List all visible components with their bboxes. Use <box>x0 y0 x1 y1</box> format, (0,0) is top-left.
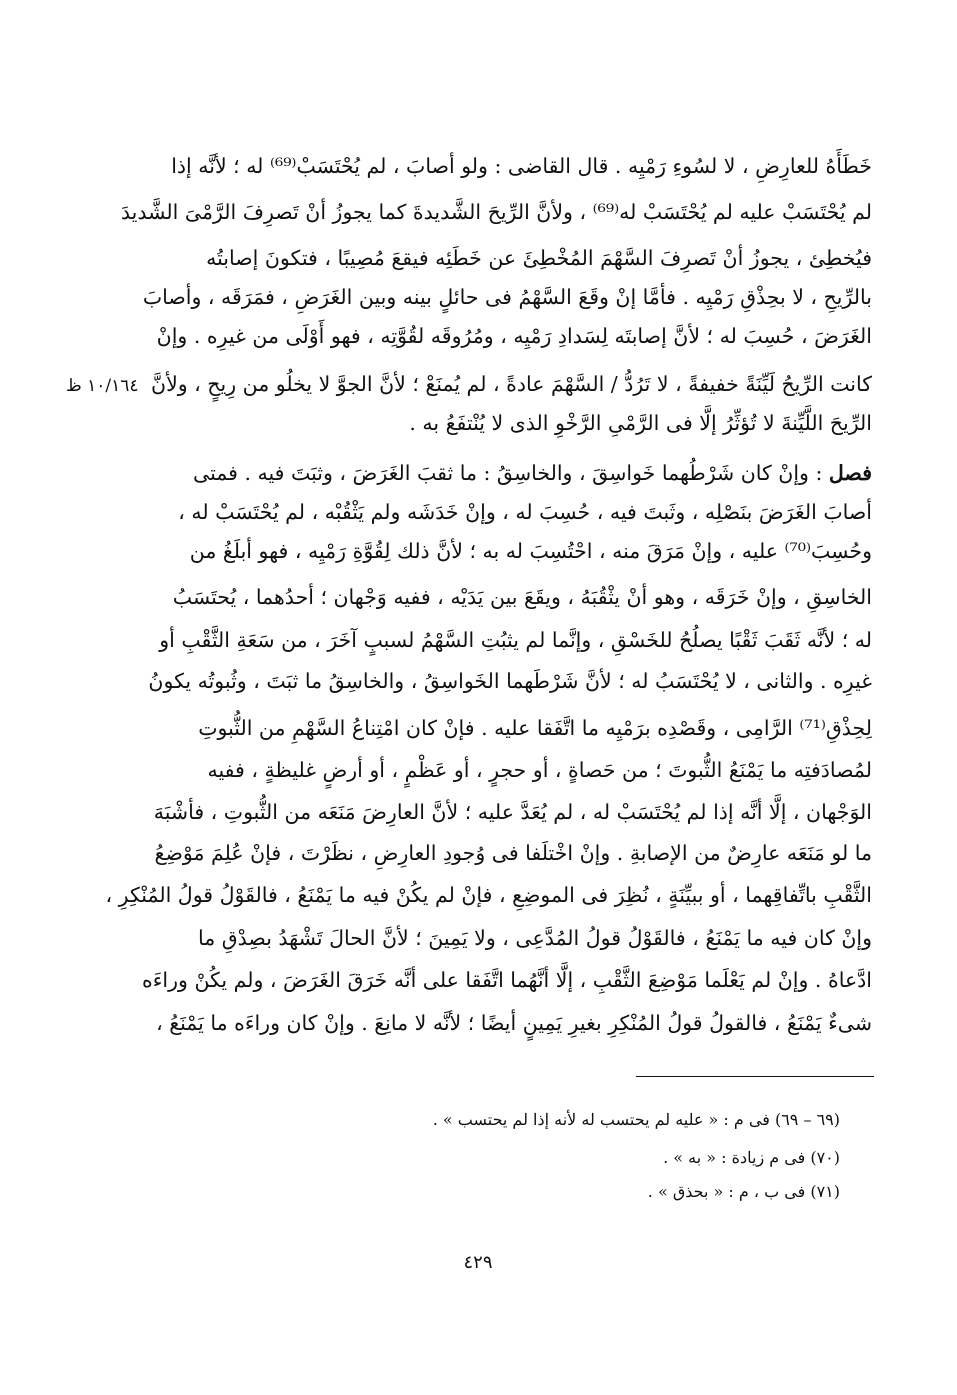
text-line: كانت الرِّيحُ لَيِّنَةً خفيفةً ، لا تَرُدُّ / السَّهْمَ عادةً ، لم يُمنَعْ ؛ لأنَّ الجوَّ لا يخلُو من رِيحٍ ، ولأنَّ <box>151 372 872 396</box>
text-line: لم يُحْتَسَبْ عليه لم يُحْتَسَبْ له⁽⁶⁹⁾ ، ولأنَّ الرِّيحَ الشَّديدةَ كما يجوزُ أنْ تَصرِفَ الرَّمْىَ الشَّديدَ <box>120 200 872 224</box>
paragraph-text: : وإنْ كان شَرْطُهما خَواسِقَ ، والخاسِقُ : ما ثقبَ الغَرَضَ ، وثبَتَ فيه . فمتى <box>193 461 829 485</box>
text-line: خَطَأَهُ للعارِضِ ، لا لسُوءِ رَمْيِه . قال القاضى : ولو أصابَ ، لم يُحْتَسَبْ⁽⁶⁹⁾ له ؛ لأنَّه إذا <box>171 154 872 178</box>
text-line: غيرِه . والثانى ، لا يُحْتَسَبُ له ؛ لأنَّ شَرْطَهما الخَواسِقُ ، والخاسِقُ ما ثبَتَ ، وثُبوتُه يكونُ <box>148 669 872 693</box>
text-line: ادَّعاهُ . وإنْ لم يَعْلَما مَوْضِعَ الثَّقْبِ ، إلَّا أنَّهُما اتَّفَقا على أنَّه خَرَقَ الغَرَضَ ، ولم يكُنْ وراءَه <box>142 968 872 992</box>
margin-folio-note: ١٠/١٦٤ ظ <box>66 376 139 396</box>
text-line: شىءٌ يَمْنَعُ ، فالقولُ قولُ المُنْكِرِ بغيرِ يَمِينٍ أيضًا ؛ لأنَّه لا مانِعَ . وإنْ كان وراءَه ما يَمْنَعُ ، <box>156 1011 872 1035</box>
text-line: ما لو مَنَعَه عارِضٌ من الإصابةِ . وإنْ اخْتلَفا فى وُجودِ العارِضِ ، نظَرْتَ ، فإنْ عُلِمَ مَوْضِعُ <box>154 841 872 865</box>
text-line: الوَجْهان ، إلَّا أنَّه إذا لم يُحْتَسَبْ له ، لم يُعَدَّ عليه ؛ لأنَّ العارِضَ مَنَعَه من الثُّبوتِ ، فأشْبَهَ <box>153 800 872 824</box>
text-line: لِحِذْقِ⁽⁷¹⁾ الرَّامِى ، وقَصْدِه برَمْيِه ما اتَّفَقا عليه . فإنْ كان امْتِناعُ السَّهْمِ من الثُّبوتِ <box>198 716 872 740</box>
text-line: الثَّقْبِ باتِّفاقِهما ، أو ببيِّنَةٍ ، نُظِرَ فى الموضِعِ ، فإنْ لم يكُنْ فيه ما يَمْنَعُ ، فالقَوْلُ قولُ المُنْكِرِ ، <box>105 883 872 907</box>
text-line: الغَرَضَ ، حُسِبَ له ؛ لأنَّ إصابتَه لِسَدادِ رَمْيِه ، ومُرُوقَه لقُوَّتِه ، فهو أَوْلَى من غيرِه . وإنْ <box>156 324 872 348</box>
text-line: الرِّيحَ اللَّيِّنةَ لا تُؤثِّرُ إلَّا فى الرَّمْىِ الرَّخْوِ الذى لا يُنْتفَعُ به . <box>409 411 872 435</box>
footnote: (٦٩ – ٦٩) فى م : « عليه لم يحتسب له لأنه إذا لم يحتسب » . <box>432 1110 840 1129</box>
footnote-divider <box>636 1076 874 1077</box>
footnote: (٧١) فى ب ، م : « بحذق » . <box>647 1182 840 1201</box>
page-number: ٤٢٩ <box>463 1252 493 1273</box>
text-line: بالرِّيحِ ، لا بحِذْقِ رَمْيِه . فأمَّا إنْ وقَعَ السَّهْمُ فى حائلٍ بينه وبين الغَرَضِ ، فمَرَقَه ، وأصابَ <box>142 285 872 309</box>
footnote: (٧٠) فى م زيادة : « به » . <box>663 1148 840 1167</box>
text-line: وإنْ كان فيه ما يَمْنَعُ ، فالقَوْلُ قولُ المُدَّعِى ، ولا يَمِينَ ؛ لأنَّ الحالَ تَشْهَدُ بصِدْقِ ما <box>198 926 872 950</box>
text-line: وحُسِبَ⁽⁷⁰⁾ عليه ، وإنْ مَرَقَ منه ، احْتُسِبَ له به ؛ لأنَّ ذلك لِقُوَّةِ رَمْيِه ، فهو أبلَغُ من <box>189 539 872 563</box>
text-line: لمُصادَفتِه ما يَمْنَعُ الثُّبوتَ ؛ من حَصاةٍ ، أو حجرٍ ، أو عَظْمٍ ، أو أرضٍ غليظةٍ ، ففيه <box>207 758 872 782</box>
text-line: أصابَ الغَرَضَ بنَصْلِه ، وثَبتَ فيه ، حُسِبَ له ، وإنْ خَدَشَه ولم يَثْقُبْه ، لم يُحْتَسَبْ له ، <box>178 500 872 524</box>
text-line: فيُخطِئ ، يجوزُ أنْ تَصرِفَ السَّهْمَ المُخْطِئَ عن خَطَئِه فيقعَ مُصِيبًا ، فتكونَ إصابتُه <box>206 246 872 270</box>
section-label: فصل <box>828 461 872 485</box>
text-line: له ؛ لأنَّه ثَقَبَ ثَقْبًا يصلُحُ للخَسْقِ ، وإنَّما لم يثبُتِ السَّهْمُ لسببٍ آخَرَ ، من سَعَةِ الثَّقْبِ أو <box>159 628 872 652</box>
section-heading-line <box>150 453 872 493</box>
text-line: الخاسِقِ ، وإنْ خَرَقَه ، وهو أنْ يثْقُبَهُ ، ويقَعَ بين يَدَيْه ، ففيه وَجْهان ؛ أحدُهما ، يُحتَسَبُ <box>172 585 872 609</box>
